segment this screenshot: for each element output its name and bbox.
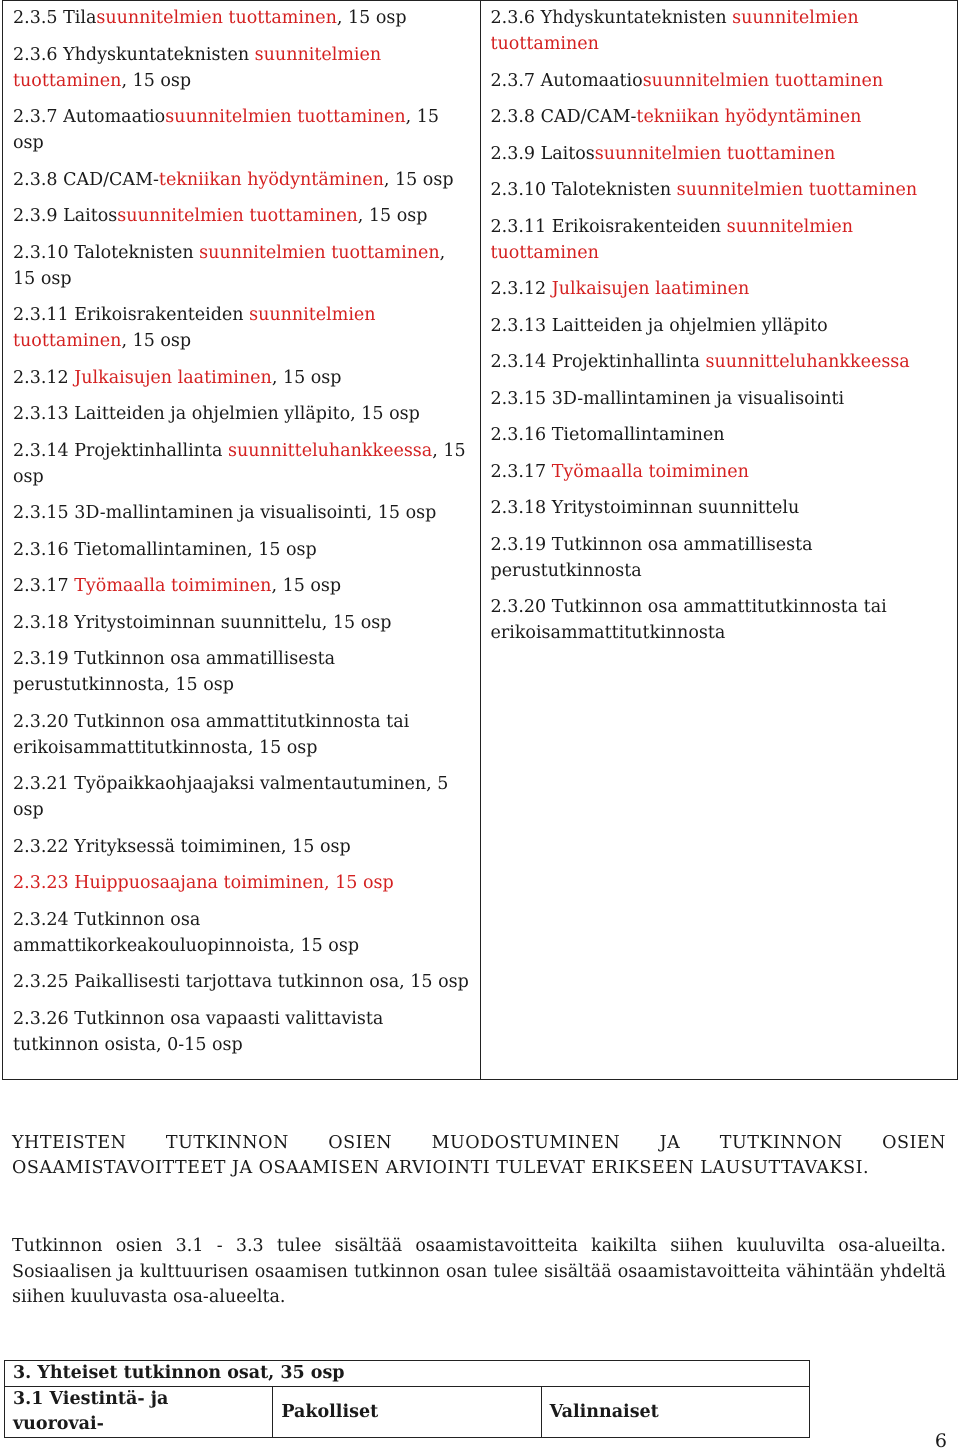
entry-text: 2.3.19 Tutkinnon osa ammatillisesta perustutkinnosta [490, 534, 813, 581]
highlighted-text: Julkaisujen laatiminen [74, 367, 272, 388]
highlighted-text: suunnitelmien tuottaminen [642, 70, 884, 91]
entry-text: 2.3.14 Projektinhallinta [13, 440, 228, 461]
entry-text: 2.3.20 Tutkinnon osa ammattitutkinnosta tai erikoisammattitutkinnosta [490, 597, 887, 643]
right-entry [491, 5, 948, 57]
entry-text: 2.3.11 Erikoisrakenteiden [490, 216, 727, 237]
common-units-header-row [5, 1387, 810, 1438]
common-units-title-row [5, 1361, 810, 1387]
left-entry [13, 907, 470, 959]
entry-text: 2.3.13 Laitteiden ja ohjelmien ylläpito, 15 osp [13, 404, 420, 424]
entry-text: 2.3.17 [13, 576, 75, 596]
entry-text: 2.3.24 Tutkinnon osa ammattikorkeakouluopinnoista, 15 osp [13, 909, 360, 956]
entry-text: 2.3.8 CAD/CAM- [490, 107, 637, 127]
highlighted-text: suunnitelmien tuottaminen [594, 143, 836, 164]
left-entry [13, 42, 470, 94]
entry-text: 2.3.26 Tutkinnon osa vapaasti valittavista tutkinnon osista, 0-15 osp [13, 1008, 384, 1055]
header-cell-communication: 3.1 Viestintä- ja vuorovai- [5, 1387, 273, 1438]
right-column-proposed [480, 1, 958, 1080]
right-entry [491, 386, 948, 412]
left-entry [13, 573, 470, 599]
highlighted-text: Työmaalla toimiminen [74, 576, 272, 596]
right-entry [491, 214, 948, 266]
highlighted-text: suunnitteluhankkeessa [705, 352, 910, 372]
entry-text: 2.3.11 Erikoisrakenteiden [13, 305, 250, 325]
left-entry [13, 610, 470, 636]
right-entry [491, 495, 948, 521]
highlighted-text: suunnitelmien tuottaminen [13, 305, 376, 351]
entry-text: 2.3.15 3D-mallintaminen ja visualisointi, 15 osp [13, 503, 437, 523]
entry-text: 2.3.12 [490, 279, 552, 299]
highlighted-text: suunnitelmien tuottaminen [165, 107, 406, 127]
entry-text: , 15 osp [121, 331, 192, 351]
common-units-table [4, 1360, 810, 1438]
right-entry [491, 141, 948, 167]
left-entry [13, 104, 470, 156]
right-entry [491, 313, 948, 339]
left-entry [13, 500, 470, 526]
entry-text: 2.3.10 Taloteknisten [490, 180, 677, 200]
left-entry [13, 834, 470, 860]
entry-text: 2.3.16 Tietomallintaminen, 15 osp [13, 539, 317, 560]
highlighted-text: Työmaalla toimiminen [551, 461, 749, 482]
right-entry [491, 422, 948, 448]
common-units-title: 3. Yhteiset tutkinnon osat, 35 osp [5, 1361, 810, 1387]
highlighted-text: tekniikan hyödyntäminen [158, 169, 384, 190]
body-paragraph: Tutkinnon osien 3.1 - 3.3 tulee sisältää osaamistavoitteita kaikilta siihen kuuluvilta osa-alueilta. Sosiaalisen ja kulttuurisen osaamisen tutkinnon osan tulee sisältää osaamistavoitteita vähintään yhdeltä siihen kuuluvasta osa-alueelta. [12, 1236, 946, 1307]
entry-text: , 15 osp [336, 8, 407, 28]
highlighted-text: suunnitelmien tuottaminen [13, 44, 382, 91]
left-entry [13, 537, 470, 563]
entry-text: , 15 osp [13, 242, 446, 289]
left-entry [13, 870, 470, 896]
section-heading: YHTEISTEN TUTKINNON OSIEN MUODOSTUMINEN JA TUTKINNON OSIEN OSAAMISTAVOITTEET JA OSAAMISEN ARVIOINTI TULEVAT ERIKSEEN LAUSUTTAVAKSI. [12, 1133, 946, 1178]
highlighted-text: Julkaisujen laatiminen [551, 279, 750, 299]
left-entry [13, 1006, 470, 1058]
header-cell-optional: Valinnaiset [541, 1387, 809, 1438]
left-entry [13, 5, 470, 31]
entry-text: 2.3.25 Paikallisesti tarjottava tutkinnon osa, 15 osp [13, 972, 469, 992]
entry-text: , 15 osp [271, 367, 342, 388]
highlighted-text: suunnitelmien tuottaminen [96, 8, 337, 28]
left-column-current [3, 1, 481, 1080]
left-entry [13, 771, 470, 823]
entry-text: , 15 osp [121, 70, 192, 91]
highlighted-text: suunnitelmien tuottaminen [117, 206, 358, 226]
entry-text: 2.3.17 [490, 461, 552, 482]
entry-text: 2.3.7 Automaatio [13, 107, 166, 127]
entry-text: 2.3.5 Tila [13, 8, 97, 28]
left-entry [13, 709, 470, 761]
entry-text: 2.3.6 Yhdyskuntateknisten [490, 8, 733, 28]
left-entry [13, 203, 470, 229]
highlighted-text: suunnitelmien tuottaminen [199, 242, 440, 263]
right-entry [491, 459, 948, 485]
header-cell-mandatory: Pakolliset [273, 1387, 541, 1438]
right-entry [491, 349, 948, 375]
entry-text: 2.3.9 Laitos [490, 143, 595, 164]
highlighted-text: suunnitelmien tuottaminen [676, 180, 918, 200]
left-entry [13, 438, 470, 490]
entry-text: , 15 osp [13, 107, 440, 153]
entry-text: 2.3.21 Työpaikkaohjaajaksi valmentautuminen, 5 osp [13, 774, 449, 820]
right-entry [491, 276, 948, 302]
entry-text: 2.3.20 Tutkinnon osa ammattitutkinnosta tai erikoisammattitutkinnosta, 15 osp [13, 711, 410, 758]
right-entry [491, 532, 948, 584]
page-number: 6 [934, 1430, 947, 1452]
entry-text: 2.3.18 Yritystoiminnan suunnittelu [490, 498, 800, 518]
entry-text: 2.3.6 Yhdyskuntateknisten [13, 44, 255, 65]
entry-text: 2.3.18 Yritystoiminnan suunnittelu, 15 osp [13, 612, 392, 633]
left-entry [13, 302, 470, 354]
entry-text: 2.3.10 Taloteknisten [13, 242, 200, 263]
entry-text: 2.3.7 Automaatio [490, 70, 643, 91]
left-entry [13, 401, 470, 427]
entry-text: 2.3.8 CAD/CAM- [13, 169, 159, 190]
entry-text: 2.3.9 Laitos [13, 206, 118, 226]
entry-text: 2.3.19 Tutkinnon osa ammatillisesta perustutkinnosta, 15 osp [13, 649, 336, 695]
entry-text: 2.3.16 Tietomallintaminen [490, 425, 725, 445]
right-entry [491, 104, 948, 130]
entry-text: 2.3.22 Yrityksessä toimiminen, 15 osp [13, 836, 351, 857]
entry-text: , 15 osp [383, 169, 454, 190]
entry-text: , 15 osp [13, 440, 466, 487]
highlighted-text: suunnitelmien tuottaminen [490, 8, 859, 54]
entry-text: , 15 osp [271, 576, 342, 596]
left-entry [13, 646, 470, 698]
entry-text: 2.3.13 Laitteiden ja ohjelmien ylläpito [490, 315, 828, 336]
highlighted-text: suunnitteluhankkeessa [227, 440, 433, 461]
left-entry [13, 365, 470, 391]
entry-text: , 15 osp [357, 206, 428, 226]
left-entry [13, 240, 470, 292]
left-entry [13, 167, 470, 193]
right-entry [491, 594, 948, 646]
highlighted-text: tekniikan hyödyntäminen [636, 107, 862, 127]
right-entry [491, 68, 948, 94]
entry-text: 2.3.15 3D-mallintaminen ja visualisointi [490, 388, 845, 409]
comparison-table [2, 0, 958, 1080]
entry-text: 2.3.12 [13, 367, 75, 388]
left-entry [13, 969, 470, 995]
highlighted-text: 2.3.23 Huippuosaajana toimiminen, 15 osp [13, 873, 394, 893]
entry-text: 2.3.14 Projektinhallinta [490, 352, 706, 372]
right-entry [491, 177, 948, 203]
highlighted-text: suunnitelmien tuottaminen [490, 216, 854, 263]
